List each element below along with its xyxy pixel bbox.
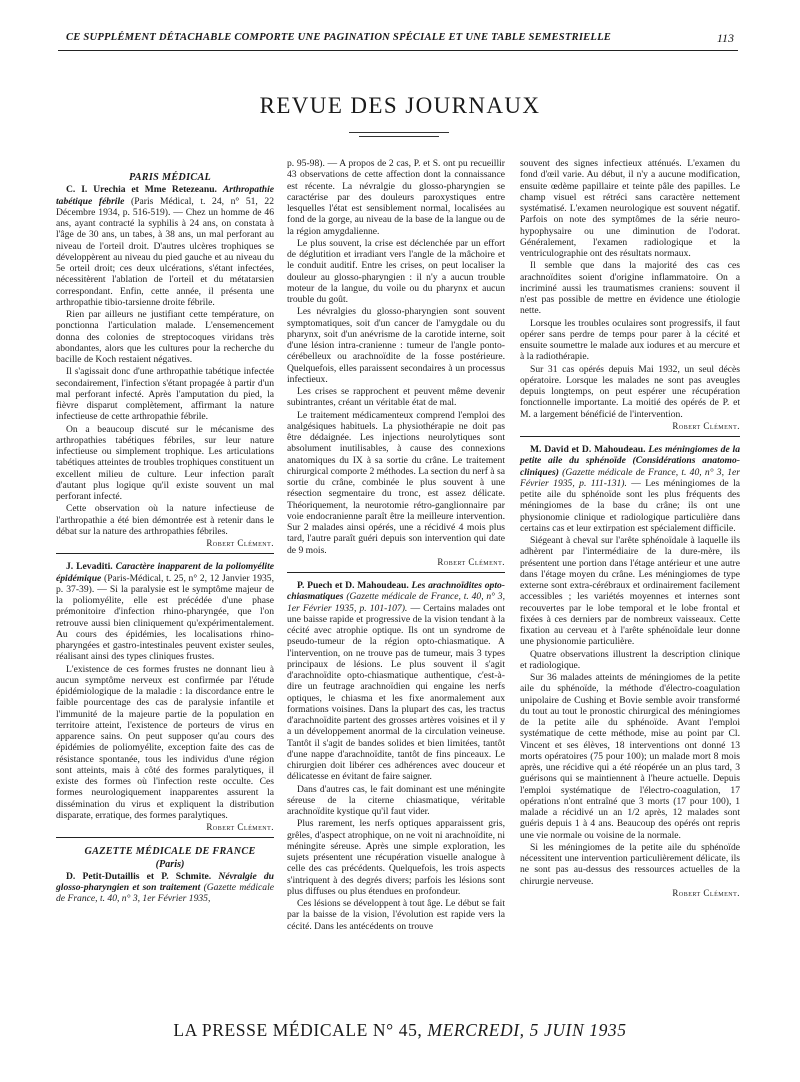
article-authors: J. Levaditi. bbox=[66, 561, 113, 573]
article-puech bbox=[287, 580, 505, 932]
article-signature: Robert Clément. bbox=[206, 538, 274, 548]
article-reference: (Gazette médicale de France, t. 40, n° 3, 1er Février 1935, p. 111-131). bbox=[520, 466, 740, 489]
article-divider bbox=[56, 837, 274, 838]
article-levaditi bbox=[56, 561, 274, 833]
article-text: p. 95-98). — A propos de 2 cas, P. et S. ont pu recueillir 43 observations de cette affection dont la connaissance est récente. La névralgie du glosso-pharyngien se caractérise par des douleurs paroxystiques entre lesquelles l'état est sensiblement normal, localisées au fond de la gorge, au niveau de la base de la langue ou de la région amygdalienne. bbox=[287, 158, 505, 237]
issue-number: N° 45, bbox=[372, 1020, 423, 1040]
article-divider bbox=[520, 436, 740, 437]
article-petit-dutaillis-continued bbox=[287, 158, 505, 568]
article-title: Les arachnoïdites opto-chiasmatiques bbox=[287, 580, 505, 603]
page-footer bbox=[0, 1020, 800, 1041]
article-reference: (Gazette médicale de France, t. 40, n° 3, 1er Février 1935, p. 101-107). bbox=[287, 591, 505, 614]
article-text: Les névralgies du glosso-pharyngien sont souvent symptomatiques, soit d'un cancer de l'amygdale ou du pharynx, soit d'un anévrisme de la carotide interne, soit d'une lésion intra-cranienne : tumeur de l'angle ponto-cérébelleux ou arachnoïdite de la fosse postérieure. Quelquefois, elles paraissent secondaires à un processus infectieux. bbox=[287, 306, 505, 385]
article-text: Dans d'autres cas, le fait dominant est une méningite séreuse de la citerne chiasmatique, véritable arachnoïdite kystique qu'il faut vider. bbox=[287, 783, 505, 817]
article-divider bbox=[56, 553, 274, 554]
section-heading-paris-medical: PARIS MÉDICAL bbox=[128, 172, 212, 183]
article-authors: P. Puech et D. Mahoudeau. bbox=[297, 580, 409, 591]
article-text: Il semble que dans la majorité des cas ces arachnoïdites soient d'origine inflammatoire. On a incriminé aussi les traumatismes craniens: souvent il n'est pas possible de mettre en évidence une étiologie nette. bbox=[520, 260, 740, 317]
supplement-notice: CE SUPPLÉMENT DÉTACHABLE COMPORTE UNE PAGINATION SPÉCIALE ET UNE TABLE SEMESTRIELLE bbox=[66, 32, 612, 43]
article-text: souvent des signes infectieux atténués. L'examen du fond d'œil varie. Au début, il n'y a aucune modification, ensuite œdème papillaire et teinte pâle des papilles. Le champ visuel est rétréci sans caractère nettement systématisé. L'examen neurologique est souvent négatif. Parfois on note des symptômes de la série neuro-hypophysaire ou une diminution de l'odorat. Généralement, l'examen radiologique et la ventriculographie ont des résultats normaux. bbox=[520, 158, 740, 259]
article-text: Le plus souvent, la crise est déclenchée par un effort de déglutition et irradiant vers l'angle de la mâchoire et le conduit auditif. Entre les crises, on peut localiser la douleur au glosso-pharyngien : il n'y a aucun trouble moteur de la langue, du voile ou du pharynx et aucun trouble du goût. bbox=[287, 237, 505, 305]
article-text: Le traitement médicamenteux comprend l'emploi des analgésiques habituels. La physiothérapie ne doit pas être dédaignée. Les injections neurolytiques sont absolument inutilisables, à cause des connexions anatomiques du IX à sa sortie du crâne. Le traitement chirurgical comporte 2 méthodes. La section du nerf à sa sortie du crâne, combinée le plus souvent à une résection segmentaire du tronc, est assez délicate. Théoriquement, la neurotomie rétro-ganglionnaire par voie endocranienne paraît être la meilleure intervention. Sur 2 malades ainsi opérés, une a récidivé 4 mois plus tard, l'autre paraît guéri depuis son intervention qui date de 9 mois. bbox=[287, 409, 505, 556]
article-signature: Robert Clément. bbox=[672, 887, 740, 898]
article-text: Sur 36 malades atteints de méningiomes de la petite aile du sphénoïde, la méthode d'électro-coagulation unipolaire de Cushing et Bovie semble avoir transformé du tout au tout le pronostic chirurgical des méningiomes de la petite aile du sphénoïde. Avant l'emploi systématique de cette méthode, mise au point par Cl. Vincent et ses élèves, 18 interventions ont donné 13 morts opératoires (75 pour 100); un malade mort 8 mois après, une récidive qui a été réopérée un an plus tard, 3 guérisons qui se maintiennent à l'heure actuelle. Depuis l'emploi systématique de l'électro-coagulation, 17 opérations n'ont entraîné que 3 morts (17 pour 100), 1 malade a récidivé un an 1/2 après, 12 malades sont guéris depuis 1 à 4 ans. Beaucoup des opérés ont repris une vie normale ou voisine de la normale. bbox=[520, 672, 740, 841]
page-title: REVUE DES JOURNAUX bbox=[259, 93, 541, 118]
title-rule-lower bbox=[359, 136, 439, 137]
article-text: Sur 31 cas opérés depuis Mai 1932, un seul décès opératoire. Lorsque les malades ne sont pas aveugles depuis longtemps, on peut espérer une récupération fonctionnelle importante. La moitié des opérés de P. et M. a largement bénéficié de l'intervention. bbox=[520, 363, 740, 420]
page-number: 113 bbox=[716, 31, 734, 45]
article-text: Lorsque les troubles oculaires sont progressifs, il faut opérer sans perdre de temps pour parer à la cécité et ensuite soumettre le malade aux iodures et au mercure et à la radiothérapie. bbox=[520, 317, 740, 363]
article-text: — Les méningiomes de la petite aile du sphénoïde sont les plus fréquents des méningiomes de la base du crâne; ils ont une physionomie clinique et radiologique particulière dans certains cas et leur extirpation est spécialement difficile. bbox=[520, 477, 741, 534]
article-text: Si les méningiomes de la petite aile du sphénoïde nécessitent une intervention particulièrement délicate, ils ne sont pas au-dessus des ressources actuelles de la chirurgie nerveuse. bbox=[520, 841, 740, 887]
column-1 bbox=[56, 158, 274, 906]
article-title: Arthropathie tabétique fébrile bbox=[56, 184, 274, 207]
article-text: Rien par ailleurs ne justifiant cette température, on ponctionna l'articulation malade. L'ensemencement donna des colonies de streptocoques viridans très abondantes, alors que les cultures pour la recherche du bacille de Koch restaient négatives. bbox=[56, 309, 274, 365]
article-title: Caractère inapparent de la poliomyélite épidémique bbox=[56, 561, 274, 584]
article-reference: (Gazette médicale de France, t. 40, n° 3, 1er Février 1935, bbox=[56, 882, 274, 905]
article-title: Névralgie du glosso-pharyngien et son traitement bbox=[56, 870, 274, 893]
article-text: Quatre observations illustrent la description clinique et radiologique. bbox=[520, 648, 740, 671]
article-authors: C. I. Urechia et Mme Retezeanu. bbox=[66, 184, 217, 196]
article-text: — Si la paralysie est le symptôme majeur de la poliomyélite, elle est précédée d'une phase prémonitoire d'infection rhino-pharyngée, que l'on retrouve aussi bien cliniquement qu'expérimentalement. Au cours des épidémies, les localisations rhino-pharyngées et gastro-intestinales peuvent exister seules, réalisant ainsi des types cliniques frustes. bbox=[56, 583, 274, 663]
article-petit-dutaillis bbox=[56, 871, 274, 905]
article-text: Il s'agissait donc d'une arthropathie tabétique infectée secondairement, l'infection s'étant propagée à partir d'un mal perforant infecté. Après l'amputation du pied, la fièvre disparut complètement, affirmant la nature infectieuse de cette arthropathie fébrile. bbox=[56, 366, 274, 423]
article-text: On a beaucoup discuté sur le mécanisme des arthropathies tabétiques fébriles, sur leur nature infectieuse ou simplement trophique. Les articulations tabétiques atteintes de troubles trophiques constituent un excellent milieu de culture. Leur infection paraît d'autant plus logique qu'il existe souvent un mal perforant infecté. bbox=[56, 423, 274, 502]
journal-name: LA PRESSE MÉDICALE bbox=[173, 1020, 368, 1040]
article-signature: Robert Clément. bbox=[206, 822, 274, 832]
article-puech-continued bbox=[520, 158, 740, 432]
column-2 bbox=[287, 158, 505, 933]
article-text: — Certains malades ont une baisse rapide et progressive de la vision tendant à la cécité avec atrophie optique. Ils ont un syndrome de pseudo-tumeur de la région opto-chiasmatique. A l'intervention, on ne trouve pas de tumeur, mais 3 types principaux de lésions. Le plus souvent il s'agit d'arachnoïdite opto-chiasmatique authentique, c'est-à-dire un feutrage arachnoïdien qui engaine les nerfs optiques, le chiasma et les fixe anormalement aux formations voisines. Dans la plupart des cas, les tractus d'arachnoïdite partent des grosses artères voisines et il y a un développement anormal de la circulation veineuse. Tantôt il s'agit de bandes solides et bien limitées, tantôt d'une nappe d'arachnoïdite, tantôt de fins pinceaux. Le chirurgien doit libérer ces adhérences avec douceur et délicatesse en évitant de faire saigner. bbox=[287, 602, 505, 783]
article-text: L'existence de ces formes frustes ne donnant lieu à aucun symptôme nerveux est confirmée par l'étude épidémiologique de la maladie : la discordance entre le faible pourcentage des cas de paralysie infantile et l'immunité de la majeure partie de la population en territoire atteint, l'existence de porteurs de virus en apparence sains. On peut supposer qu'au cours des épidémies de poliomyélite, exception faite des cas de résistance spontanée, tous les individus d'une région sont atteints, mais à côté des formes paralytiques, il existe des formes où l'infection reste occulte. Ces formes neurologiquement inapparentes assurent la dissémination du virus et expliquent la distribution disparate, erratique, des formes paralytiques. bbox=[56, 663, 274, 821]
article-urechia bbox=[56, 184, 274, 549]
article-text: Cette observation où la nature infectieuse de l'arthropathie a été bien démontrée est à retenir dans le débat sur la nature des arthropathies fébriles. bbox=[56, 503, 274, 537]
article-reference: (Paris Médical, t. 24, n° 51, 22 Décembre 1934, p. 516-519). bbox=[56, 195, 274, 218]
article-title: Les méningiomes de la petite aile du sphénoïde (Considérations anatomo-cliniques) bbox=[520, 444, 741, 478]
article-text: Siégeant à cheval sur l'arête sphénoïdale à laquelle ils adhèrent par l'intermédiaire de la dure-mère, ils présentent une portion dans l'étage antérieur et une autre dans l'étage moyen du crâne. Les méningiomes de type externe sont extra-cérébraux et ordinairement facilement accessibles ; les variétés moyennes et internes sont recouvertes par le lobe temporal et le lobe frontal et fixées à ces derniers par de nombreux vaisseaux. Cette fixation au cerveau et à l'arête sphénoïdale leur donne une physionomie particulière. bbox=[520, 535, 740, 648]
article-david bbox=[520, 444, 740, 899]
article-text: Plus rarement, les nerfs optiques apparaissent gris, grêles, d'aspect atrophique, on ne voit ni arachnoïdite, ni méningite séreuse. Après une simple exploration, les sujets présentent une récupération visuelle analogue à celle des cas précédents. Quelquefois, les trois aspects s'intriquent à des degrés divers; parfois les lésions sont plus diffuses ou plus étendues en profondeur. bbox=[287, 818, 505, 897]
article-signature: Robert Clément. bbox=[672, 420, 740, 431]
article-signature: Robert Clément. bbox=[437, 556, 505, 567]
article-reference: (Paris-Médical, t. 25, n° 2, 12 Janvier 1935, p. 37-39). bbox=[56, 572, 275, 595]
issue-date: MERCREDI, 5 JUIN 1935 bbox=[427, 1020, 627, 1040]
article-authors: M. David et D. Mahoudeau. bbox=[530, 444, 646, 455]
column-3 bbox=[520, 158, 740, 900]
section-heading-gazette: GAZETTE MÉDICALE DE FRANCE bbox=[84, 846, 256, 858]
section-subheading-paris: (Paris) bbox=[155, 858, 185, 870]
article-text: — Chez un homme de 46 ans, ayant contracté la syphilis à 24 ans, on constata à l'âge de 30 ans, un tabes, à 38 ans, un mal perforant au niveau de l'orteil droit. D'autres ulcères trophiques se développèrent au niveau du pied gauche et au niveau du 5e orteil droit; ces deux ulcérations, s'étant infectées, nécessitèrent l'ablation de l'orteil et du métatarsien correspondant. Enfin, cette année, il présenta une arthropathie tibio-tarsienne droite fébrile. bbox=[56, 206, 275, 308]
article-text: Les crises se rapprochent et peuvent même devenir subintrantes, créant un véritable état de mal. bbox=[287, 386, 505, 409]
article-authors: D. Petit-Dutaillis et P. Schmite. bbox=[66, 870, 212, 882]
article-divider bbox=[287, 572, 505, 573]
top-banner bbox=[58, 32, 738, 51]
article-text: Ces lésions se développent à tout âge. Le début se fait par la baisse de la vision, l'évolution est rapide vers la cécité. Dans les antécédents on trouve bbox=[287, 898, 505, 932]
title-rule-upper bbox=[349, 132, 449, 133]
